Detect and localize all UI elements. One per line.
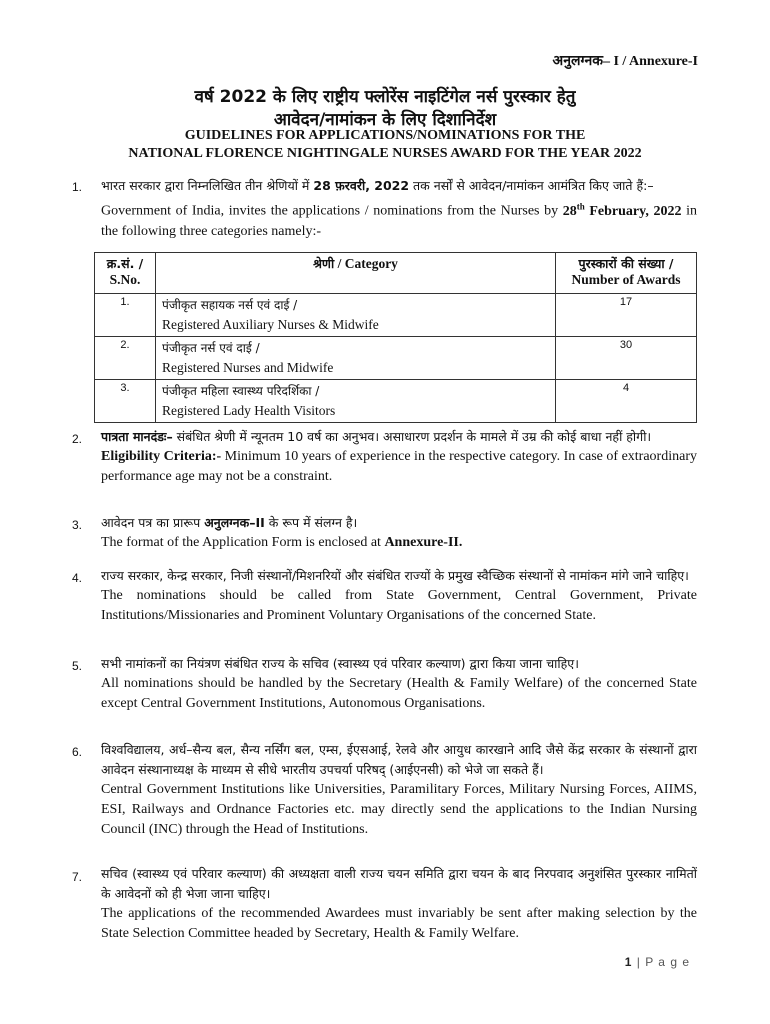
item-6-english: Central Government Institutions like Universities, Paramilitary Forces, Military Nursing Forces, AIIMS, ESI, Railways and Ordnance Factories etc. may directly send the applications to the Indian Nursing Council (INC) through the Head of Institutions. xyxy=(101,782,697,837)
header-sno: क्र.सं. / S.No. xyxy=(95,253,156,294)
cell-sno: 3. xyxy=(95,380,156,423)
item-4-english: The nominations should be called from State Government, Central Government, Private Institutions/Missionaries and Prominent Voluntary Organisations of the concerned State. xyxy=(101,588,697,623)
header-awards: पुरस्कारों की संख्या / Number of Awards xyxy=(556,253,697,294)
page-number: 1 xyxy=(624,955,633,969)
item-number: 2. xyxy=(72,432,83,446)
item-3 xyxy=(101,513,697,553)
cell-awards: 30 xyxy=(556,337,697,380)
cell-category: पंजीकृत नर्स एवं दाई / Registered Nurses and Midwife xyxy=(156,337,556,380)
item-number: 3. xyxy=(72,518,83,532)
title-hindi-line-1: वर्ष 2022 के लिए राष्ट्रीय फ्लोरेंस नाइटिंगेल नर्स पुरस्कार हेतु xyxy=(194,87,576,107)
title-english-line-2: NATIONAL FLORENCE NIGHTINGALE NURSES AWARD FOR THE YEAR 2022 xyxy=(128,146,642,161)
item-number: 1. xyxy=(72,180,83,194)
item-4 xyxy=(101,566,697,626)
item-6-hindi: विश्वविद्यालय, अर्ध–सैन्य बल, सैन्य नर्सिंग बल, एम्स, ईएसआई, रेलवे और आयुध कारखाने आदि जैसे केंद्र सरकार के संस्थानों द्वारा आवेदन संस्थानाध्यक्ष के माध्यम से सीधे भारतीय उपचर्या परिषद् (आईएनसी) को भेजे जा सकते हैं। xyxy=(101,742,697,777)
table-row xyxy=(95,337,697,380)
annexure-label: अनुलग्नक– I / Annexure-I xyxy=(552,54,698,69)
table-row xyxy=(95,294,697,337)
item-number: 7. xyxy=(72,870,83,884)
cell-awards: 17 xyxy=(556,294,697,337)
item-1-english: Government of India, invites the applications / nominations from the Nurses by 28th February, 2022 in the following three categories namely:- xyxy=(101,201,697,239)
item-1 xyxy=(101,176,697,242)
item-3-english: The format of the Application Form is enclosed at Annexure-II. xyxy=(101,535,463,550)
table-row xyxy=(95,380,697,423)
item-2-english: Eligibility Criteria:- Minimum 10 years of experience in the respective category. In case of extraordinary performance age may not be a constraint. xyxy=(101,449,697,484)
item-5-hindi: सभी नामांकनों का नियंत्रण संबंधित राज्य के सचिव (स्वास्थ्य एवं परिवार कल्याण) द्वारा किया जाना चाहिए। xyxy=(101,656,579,671)
page-label: P a g e xyxy=(645,955,690,969)
item-2-hindi: पात्रता मानदंडः– संबंधित श्रेणी में न्यूनतम 10 वर्ष का अनुभव। असाधारण प्रदर्शन के मामले में उम्र की कोई बाधा नहीं होगी। xyxy=(101,429,652,444)
item-6 xyxy=(101,740,697,840)
header-category: श्रेणी / Category xyxy=(156,253,556,294)
cell-sno: 2. xyxy=(95,337,156,380)
item-7 xyxy=(101,864,697,944)
item-number: 6. xyxy=(72,745,83,759)
awards-table xyxy=(94,252,697,423)
item-7-english: The applications of the recommended Awardees must invariably be sent after making selection by the State Selection Committee headed by Secretary, Health & Family Welfare. xyxy=(101,906,697,941)
item-2 xyxy=(101,427,697,487)
cell-category: पंजीकृत महिला स्वास्थ्य परिदर्शिका / Registered Lady Health Visitors xyxy=(156,380,556,423)
cell-category: पंजीकृत सहायक नर्स एवं दाई / Registered Auxiliary Nurses & Midwife xyxy=(156,294,556,337)
footer-separator: | xyxy=(632,955,646,969)
item-5 xyxy=(101,654,697,714)
cell-sno: 1. xyxy=(95,294,156,337)
item-4-hindi: राज्य सरकार, केन्द्र सरकार, निजी संस्थानों/मिशनरियों और संबंधित राज्यों के प्रमुख स्वैच्छिक संस्थानों से नामांकन मांगे जाने चाहिए। xyxy=(101,568,689,583)
title-english-line-1: GUIDELINES FOR APPLICATIONS/NOMINATIONS FOR THE xyxy=(184,128,586,143)
item-number: 4. xyxy=(72,571,83,585)
page-footer xyxy=(625,955,690,969)
item-1-hindi: भारत सरकार द्वारा निम्नलिखित तीन श्रेणियों में 28 फ़रवरी, 2022 तक नर्सों से आवेदन/नामांकन आमंत्रित किए जाते हैं:– xyxy=(101,178,654,193)
item-5-english: All nominations should be handled by the Secretary (Health & Family Welfare) of the concerned State except Central Government Institutions, Autonomous Organisations. xyxy=(101,676,697,711)
item-number: 5. xyxy=(72,659,83,673)
table-header-row xyxy=(95,253,697,294)
title-hindi-line-2: आवेदन/नामांकन के लिए दिशानिर्देश xyxy=(273,110,497,130)
item-3-hindi: आवेदन पत्र का प्रारूप अनुलग्नक–II के रूप में संलग्न है। xyxy=(101,515,358,530)
item-7-hindi: सचिव (स्वास्थ्य एवं परिवार कल्याण) की अध्यक्षता वाली राज्य चयन समिति द्वारा चयन के बाद निरपवाद अनुशंसित पुरस्कार नामितों के आवेदनों को ही भेजा जाना चाहिए। xyxy=(101,866,697,901)
cell-awards: 4 xyxy=(556,380,697,423)
